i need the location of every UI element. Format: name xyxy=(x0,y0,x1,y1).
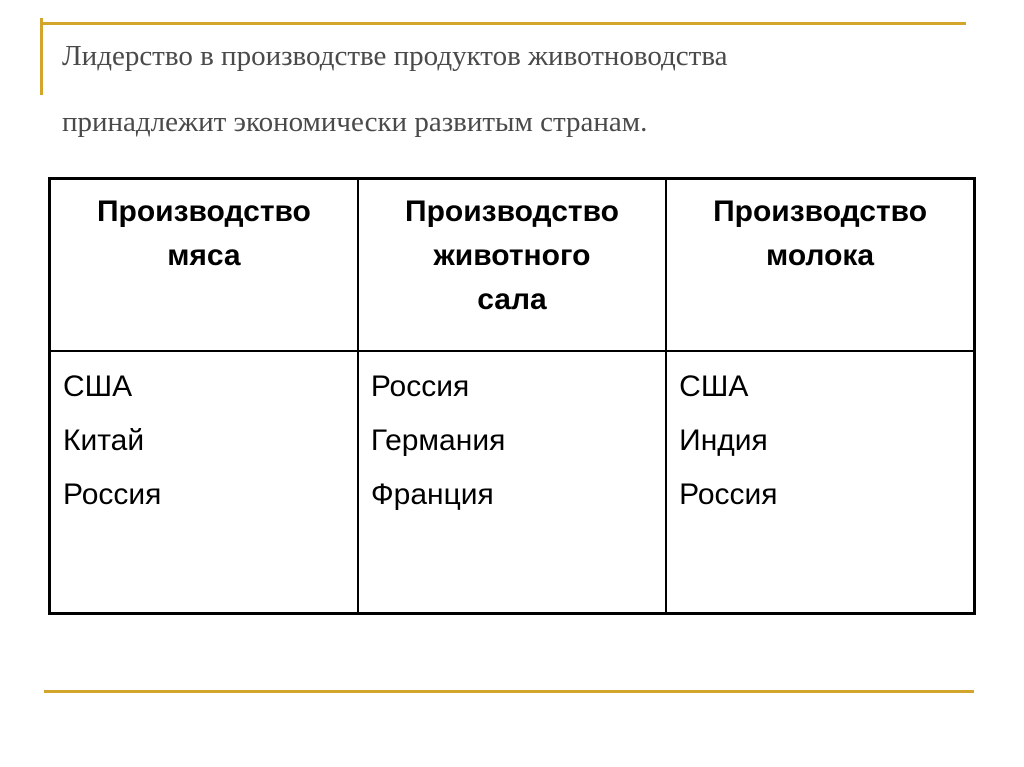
header-text: мяса xyxy=(167,239,241,272)
header-text: Производство xyxy=(713,195,928,228)
table-row xyxy=(50,351,975,614)
header-milk xyxy=(666,179,974,352)
country-item: Россия xyxy=(679,478,778,511)
country-item: Россия xyxy=(370,370,470,403)
header-text: животного xyxy=(433,239,591,272)
cell-fat-countries xyxy=(358,351,666,614)
bottom-accent-line xyxy=(44,690,974,693)
production-table xyxy=(48,177,976,615)
header-text: сала xyxy=(477,283,547,316)
country-item: Индия xyxy=(679,424,768,457)
country-item: Россия xyxy=(63,478,162,511)
header-text: молока xyxy=(766,239,875,272)
country-item: США xyxy=(679,370,749,403)
cell-meat-countries xyxy=(50,351,358,614)
header-text: Производство xyxy=(96,195,311,228)
country-item: США xyxy=(63,370,133,403)
cell-milk-countries xyxy=(666,351,974,614)
slide-title-line-2: принадлежит экономически развитым странам. xyxy=(62,106,648,138)
header-text: Производство xyxy=(405,195,619,228)
header-fat xyxy=(358,179,666,352)
table-header-row xyxy=(50,179,975,352)
slide-title-line-1: Лидерство в производстве продуктов животноводства xyxy=(62,40,728,72)
top-accent-line xyxy=(40,22,966,25)
country-item: Германия xyxy=(370,424,506,457)
left-accent-line xyxy=(40,18,43,95)
country-item: Франция xyxy=(370,478,494,511)
header-meat xyxy=(50,179,358,352)
country-item: Китай xyxy=(63,424,145,457)
